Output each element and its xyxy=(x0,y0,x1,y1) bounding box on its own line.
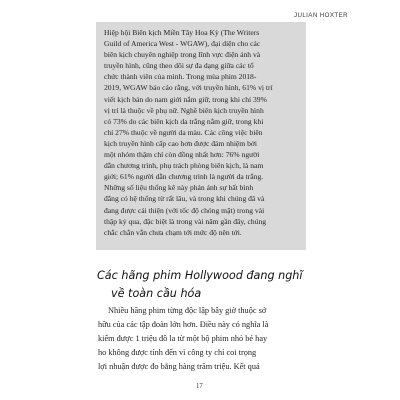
sidebar-text-line: chỉ 27% thuộc về người da màu. Các công việc biên xyxy=(104,127,263,137)
sidebar-text-line: viết kịch bản do nam giới nắm giữ, trong khi chỉ 39% xyxy=(104,94,267,104)
sidebar-text-line: đẳng có hệ thống từ rất lâu, và trong khi chúng đã và xyxy=(104,194,265,204)
sidebar-text-line: giới; 61% người dẫn chương trình là người da trắng. xyxy=(104,172,264,182)
sidebar-text-line: vị trí là thuộc về phụ nữ. Nghề biên kịch truyền hình xyxy=(104,105,264,115)
sidebar-text-line: biên kịch chuyên nghiệp trong lĩnh vực điện ảnh và xyxy=(104,50,261,60)
section-heading-line: về toàn cầu hóa xyxy=(111,287,202,300)
sidebar-text-line: có 73% do các biên kịch da trắng nắm giữ, trong khi xyxy=(104,116,264,126)
body-text-line: lợi nhuận được đo bằng hàng trăm triệu. Kết quả xyxy=(98,361,260,371)
section-heading-line: Các hãng phim Hollywood đang nghĩ xyxy=(97,269,303,282)
section-heading xyxy=(97,267,327,303)
sidebar-text-line: một nhóm thậm chí còn đồng nhất hơn: 76% người xyxy=(104,150,260,160)
sidebar-text-line: 2019, WGAW báo cáo rằng, với truyền hình, 61% vị trí xyxy=(104,83,273,93)
sidebar-text-line: truyền hình, cũng theo dõi sự đa dạng giữa các tổ xyxy=(104,61,254,71)
sidebar-text-line: Những số liệu thống kê này phản ánh sự bất bình xyxy=(104,183,254,193)
sidebar-text-line: thập kỷ qua, đặc biệt là trong vài năm gần đây, chúng xyxy=(104,216,267,226)
sidebar-text-line: Hiệp hội Biên kịch Miền Tây Hoa Kỳ (The Writers xyxy=(104,28,260,37)
sidebar-text-line: dẫn chương trình, phụ trách phòng biên kịch, là nam xyxy=(104,161,264,171)
sidebar-text-line: chắc chắn vẫn chưa chạm tới mức độ nên tới. xyxy=(104,227,242,237)
body-text-line: kiếm được 1 triệu đô la từ một bộ phim nhỏ bé hay xyxy=(98,333,268,343)
sidebar-text-line: chức thành viên của mình. Trong mùa phim 2018- xyxy=(104,72,257,82)
page-number: 17 xyxy=(196,383,203,390)
sidebar-text-line: Guild of America West - WGAW), đại diện cho các xyxy=(104,39,261,49)
running-head: JULIAN HOXTER xyxy=(293,12,348,19)
statistics-sidebar-box xyxy=(96,22,306,250)
body-text-line: ho không được tính đến vì công ty chỉ coi trọng xyxy=(98,347,257,357)
body-text-line: Nhiều hãng phim từng độc lập bây giờ thuộc sở xyxy=(108,306,267,315)
sidebar-text-line: đang được cải thiện (với tốc độ chóng mặt) trong vài xyxy=(104,205,265,215)
body-text-line: hữu của các tập đoàn lớn hơn. Điều này có nghĩa là xyxy=(98,319,269,329)
body-paragraph xyxy=(98,304,314,374)
sidebar-text-line: kịch truyền hình cấp cao hơn được đảm nhiệm bởi xyxy=(104,138,258,148)
